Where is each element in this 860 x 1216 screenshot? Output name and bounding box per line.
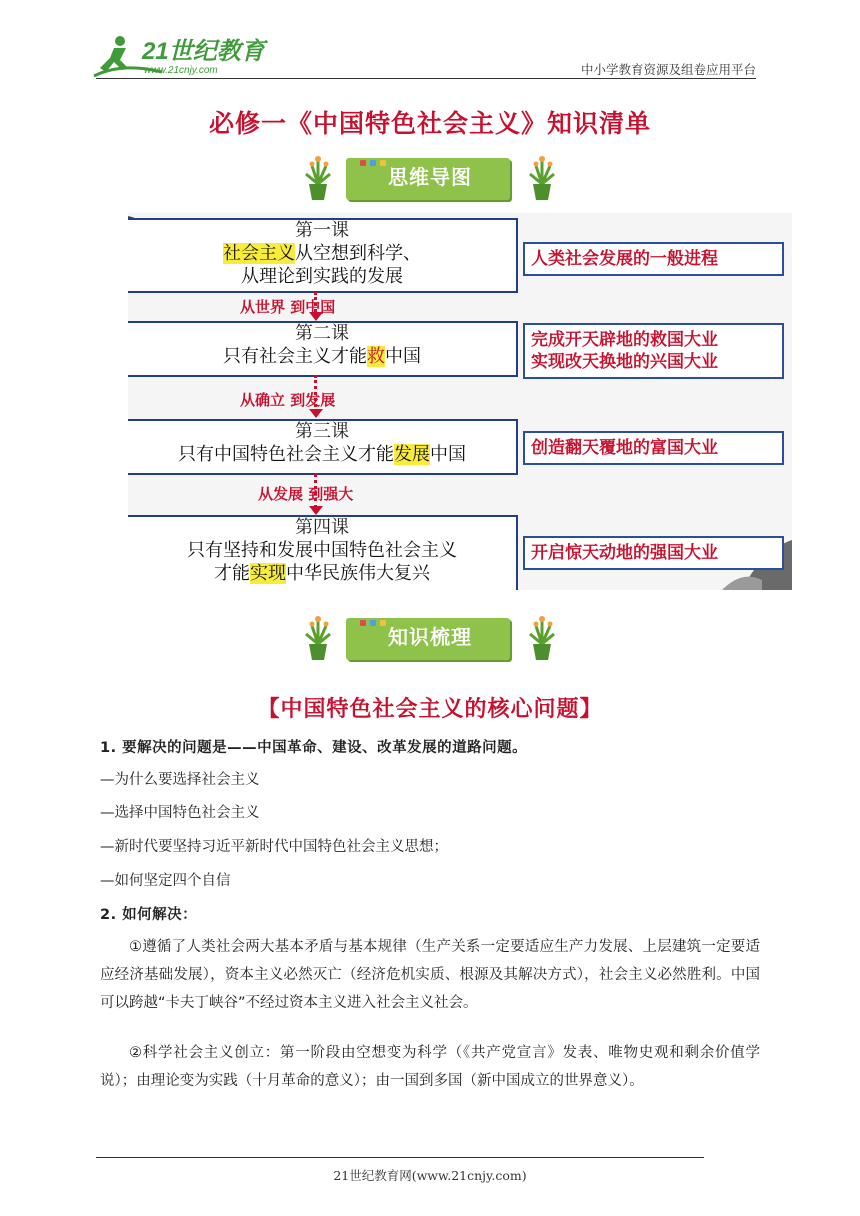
lesson-text: 中国 bbox=[385, 346, 421, 367]
lesson-text: 只有中国特色社会主义才能 bbox=[178, 444, 394, 465]
banner-knowledge bbox=[300, 612, 560, 668]
lesson-4-significance: 开启惊天动地的强国大业 bbox=[523, 536, 784, 570]
lesson-text: 社会主义 bbox=[223, 243, 295, 264]
lesson-1-significance: 人类社会发展的一般进程 bbox=[523, 242, 784, 276]
lesson-text: 从空想到科学、 bbox=[295, 243, 421, 264]
transition-label: 从发展 到强大 bbox=[258, 485, 354, 503]
bullet-line: —选择中国特色社会主义 bbox=[100, 805, 260, 821]
lesson-number: 第四课 bbox=[295, 517, 349, 538]
lesson-3-significance: 创造翻天覆地的富国大业 bbox=[523, 431, 784, 465]
lesson-number: 第一课 bbox=[295, 220, 349, 241]
lesson-number: 第三课 bbox=[295, 421, 349, 442]
transition-label: 从世界 到中国 bbox=[240, 298, 336, 316]
lesson-text: 只有坚持和发展中国特色社会主义 bbox=[187, 540, 457, 561]
arrow-down-icon bbox=[309, 506, 323, 515]
banner-mindmap bbox=[300, 152, 560, 208]
question-2: 2. 如何解决： bbox=[100, 907, 198, 923]
lesson-text: 只有社会主义才能 bbox=[223, 346, 367, 367]
lesson-box-1 bbox=[128, 218, 518, 293]
section-heading: 【中国特色社会主义的核心问题】 bbox=[257, 697, 603, 722]
banner-label: 思维导图 bbox=[388, 165, 472, 189]
footer-text: 21世纪教育网(www.21cnjy.com) bbox=[333, 1168, 527, 1183]
bullet-line: —如何坚定四个自信 bbox=[100, 873, 231, 889]
question-1: 1. 要解决的问题是——中国革命、建设、改革发展的道路问题。 bbox=[100, 740, 528, 756]
lesson-text: 才能 bbox=[214, 563, 250, 584]
lesson-text: 中国 bbox=[430, 444, 466, 465]
lesson-box-3 bbox=[128, 419, 518, 475]
bullet-line: —为什么要选择社会主义 bbox=[100, 772, 260, 788]
lesson-text: 救 bbox=[367, 346, 385, 367]
mind-map bbox=[128, 213, 792, 590]
logo-url: www.21cnjy.com bbox=[144, 65, 218, 76]
paragraph-2: ②科学社会主义创立：第一阶段由空想变为科学（《共产党宣言》发表、唯物史观和剩余价值学说）；由理论变为实践（十月革命的意义）；由一国到多国（新中国成立的世界意义）。 bbox=[100, 1045, 760, 1089]
page-title: 必修一《中国特色社会主义》知识清单 bbox=[208, 109, 651, 138]
bullet-line: —新时代要坚持习近平新时代中国特色社会主义思想； bbox=[100, 839, 448, 855]
arrow-down-icon bbox=[309, 409, 323, 418]
logo-wordmark: 21世纪教育 bbox=[142, 38, 265, 65]
lesson-box-2 bbox=[128, 321, 518, 377]
transition-label: 从确立 到发展 bbox=[240, 391, 336, 409]
lesson-box-4 bbox=[128, 515, 518, 590]
header-divider bbox=[96, 78, 756, 79]
lesson-number: 第二课 bbox=[295, 323, 349, 344]
plant-icon bbox=[524, 614, 560, 662]
footer-divider bbox=[96, 1157, 704, 1158]
lesson-text: 实现 bbox=[250, 563, 286, 584]
banner-label: 知识梳理 bbox=[388, 625, 472, 649]
platform-name: 中小学教育资源及组卷应用平台 bbox=[580, 62, 756, 77]
lesson-text: 从理论到实践的发展 bbox=[241, 266, 403, 287]
lesson-text: 发展 bbox=[394, 444, 430, 465]
paragraph-1: ①遵循了人类社会两大基本矛盾与基本规律（生产关系一定要适应生产力发展、上层建筑一定要适应经济基础发展），资本主义必然灭亡（经济危机实质、根源及其解决方式），社会主义必然胜利。中国可以跨越“卡夫丁峡谷”不经过资本主义进入社会主义社会。 bbox=[100, 939, 760, 1011]
lesson-text: 中华民族伟大复兴 bbox=[286, 563, 430, 584]
site-logo bbox=[92, 32, 272, 82]
plant-icon bbox=[524, 154, 560, 202]
lesson-2-significance: 完成开天辟地的救国大业 实现改天换地的兴国大业 bbox=[523, 323, 784, 379]
